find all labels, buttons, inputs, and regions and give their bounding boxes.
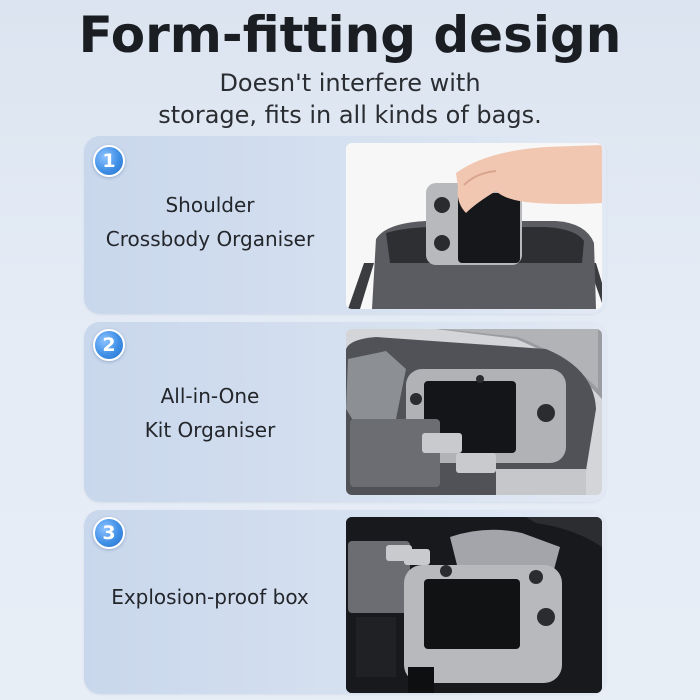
subtitle-line-1: Doesn't interfere with [219, 69, 481, 97]
feature-1-label-line-1: Shoulder [165, 193, 255, 217]
feature-2-label-line-1: All-in-One [160, 384, 260, 408]
shoulder-bag-photo [346, 143, 602, 309]
hard-case-photo [346, 517, 602, 693]
feature-1-label-line-2: Crossbody Organiser [105, 227, 315, 251]
feature-3-label: Explosion-proof box [111, 585, 309, 609]
number-badge-2: 2 [93, 329, 125, 361]
number-badge-1: 1 [93, 145, 125, 177]
number-badge-3: 3 [93, 517, 125, 549]
feature-2-label-line-2: Kit Organiser [144, 418, 276, 442]
subtitle-line-2: storage, fits in all kinds of bags. [158, 101, 542, 129]
page-title: Form-fitting design [78, 6, 622, 64]
kit-case-photo [346, 329, 602, 495]
